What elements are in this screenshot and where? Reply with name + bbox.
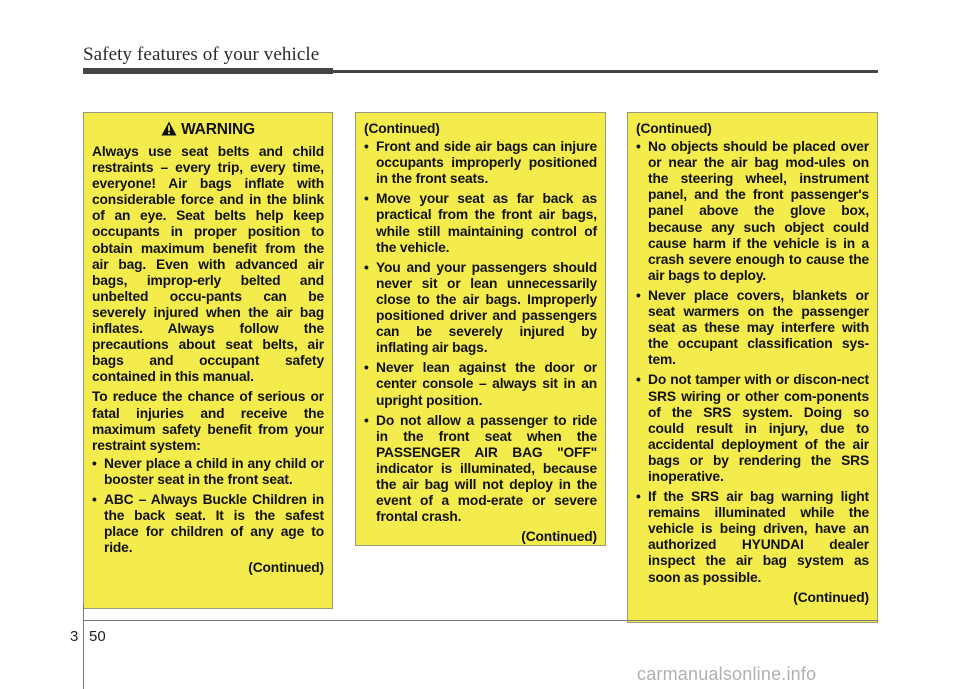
continued-box (355, 112, 606, 546)
warning-bullet-list (92, 456, 324, 557)
list-item: • Do not allow a passenger to ride in the front seat when the PASSENGER AIR BAG "OFF" indicator is illuminated, because the air bag will not deploy in the event of a mod-erate or severe frontal crash. (364, 413, 597, 526)
page-number: 50 (89, 628, 106, 645)
warning-paragraph: Always use seat belts and child restraints – every trip, every time, everyone! Air bags inflate with considerable force and in the blink of an eye. Seat belts help keep occupants in proper position to obtain maximum benefit from the air bag. Even with advanced air bags, improp-erly belted and unbelted occu-pants can be severely injured when the air bag inflates. Always follow the precautions about seat belts, air bags and occupant safety contained in this manual. (92, 144, 324, 385)
watermark-link[interactable]: carmanualsonline.info (637, 664, 817, 684)
header-rule (83, 70, 878, 73)
list-item: • Never place covers, blankets or seat warmers on the passenger seat as these may interfere with the occupant classification sys-tem. (636, 288, 869, 368)
warning-paragraph: To reduce the chance of serious or fatal injuries and receive the maximum safety benefit from your restraint system: (92, 389, 324, 453)
warning-heading (92, 121, 324, 141)
continued-box (627, 112, 878, 623)
bullet-list (636, 139, 869, 586)
footer-rule (83, 620, 878, 621)
continued-label: (Continued) (793, 589, 869, 605)
list-item: • Front and side air bags can injure occupants improperly positioned in the front seats. (364, 139, 597, 187)
continued-heading: (Continued) (364, 121, 440, 136)
list-item: • ABC – Always Buckle Children in the back seat. It is the safest place for children of any age to ride. (92, 492, 324, 556)
list-item: • Move your seat as far back as practical from the front air bags, while still maintaining control of the vehicle. (364, 191, 597, 255)
bullet-list (364, 139, 597, 525)
page-header-title: Safety features of your vehicle (83, 44, 320, 65)
list-item: • No objects should be placed over or near the air bag mod-ules on the steering wheel, instrument panel, and the front passenger's panel above the glove box, because any such object could cause harm if the vehicle is in a crash severe enough to cause the air bags to deploy. (636, 139, 869, 284)
list-item: • Do not tamper with or discon-nect SRS wiring or other com-ponents of the SRS system. Doing so could result in injury, due to accidental deployment of the air bags or by rendering the SRS inoperative. (636, 372, 869, 485)
warning-title: WARNING (181, 121, 255, 138)
warning-box (83, 112, 333, 609)
list-item: • Never lean against the door or center console – always sit in an upright position. (364, 360, 597, 408)
warning-triangle-icon (161, 121, 177, 141)
continued-label: (Continued) (248, 560, 324, 576)
continued-label: (Continued) (521, 529, 597, 545)
list-item: • You and your passengers should never sit or lean unnecessarily close to the air bags. Improperly positioned driver and passengers can be severely injured by inflating air bags. (364, 260, 597, 357)
continued-heading: (Continued) (636, 121, 712, 136)
footer-divider (83, 604, 84, 689)
list-item: • If the SRS air bag warning light remains illuminated while the vehicle is being driven, have an authorized HYUNDAI dealer inspect the air bag system as soon as possible. (636, 489, 869, 586)
list-item: • Never place a child in any child or booster seat in the front seat. (92, 456, 324, 488)
chapter-number: 3 (70, 628, 79, 645)
